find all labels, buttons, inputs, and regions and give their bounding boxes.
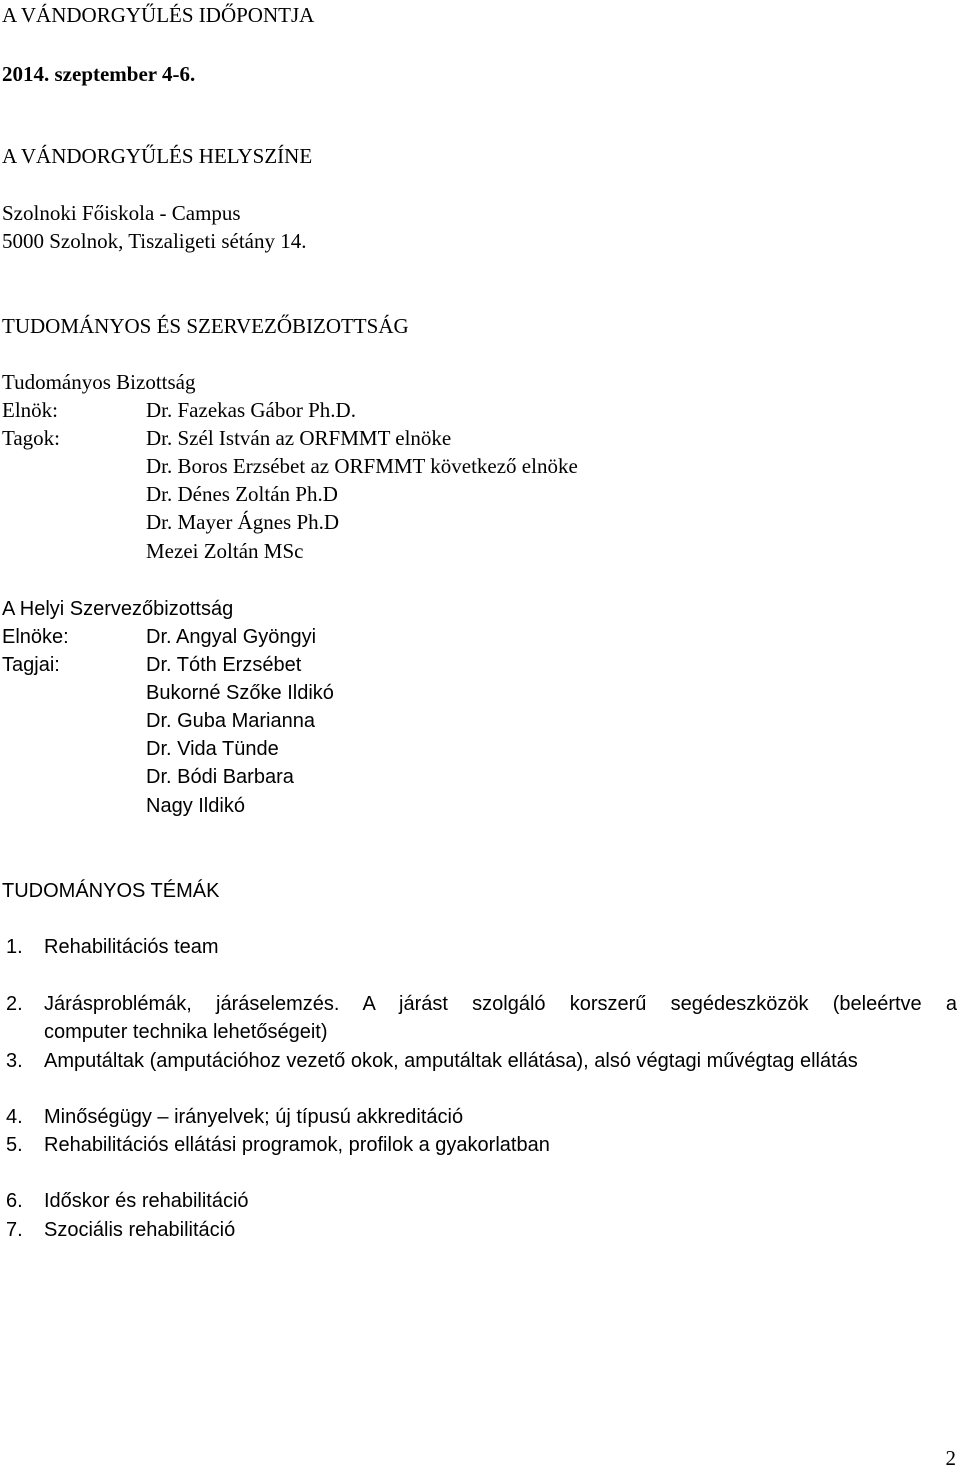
topic-number: 5. — [6, 1134, 23, 1156]
topic-item: Járásproblémák, járáselemzés. A járást szolgáló korszerű segédeszközök (beleértve a — [44, 993, 957, 1015]
topic-number: 3. — [6, 1050, 23, 1072]
local-member: Dr. Tóth Erzsébet — [146, 654, 302, 676]
topic-number: 4. — [6, 1106, 23, 1128]
topic-item: Időskor és rehabilitáció — [44, 1190, 249, 1212]
scientific-chair: Dr. Fazekas Gábor Ph.D. — [146, 398, 356, 422]
topic-number: 1. — [6, 936, 23, 958]
topic-item: Szociális rehabilitáció — [44, 1219, 236, 1241]
topic-item: Rehabilitációs ellátási programok, profilok a gyakorlatban — [44, 1134, 550, 1156]
scientific-member: Mezei Zoltán MSc — [146, 539, 304, 563]
local-chair-label: Elnöke: — [2, 626, 69, 648]
venue-address: 5000 Szolnok, Tiszaligeti sétány 14. — [2, 229, 307, 253]
topic-item-continued: computer technika lehetőségeit) — [44, 1021, 328, 1043]
topic-item: Amputáltak (amputációhoz vezető okok, amputáltak ellátása), alsó végtagi művégtag ellátás — [44, 1050, 858, 1072]
local-members-label: Tagjai: — [2, 654, 60, 676]
topics-heading: TUDOMÁNYOS TÉMÁK — [2, 880, 220, 902]
topic-number: 6. — [6, 1190, 23, 1212]
topic-number: 7. — [6, 1219, 23, 1241]
topic-number: 2. — [6, 993, 23, 1015]
event-date: 2014. szeptember 4-6. — [2, 62, 196, 86]
scientific-chair-label: Elnök: — [2, 398, 58, 422]
topic-item: Minőségügy – irányelvek; új típusú akkreditáció — [44, 1106, 464, 1128]
scientific-member: Dr. Szél István az ORFMMT elnöke — [146, 426, 452, 450]
local-chair: Dr. Angyal Gyöngyi — [146, 626, 317, 648]
scientific-member: Dr. Mayer Ágnes Ph.D — [146, 510, 340, 534]
local-member: Bukorné Szőke Ildikó — [146, 682, 334, 704]
local-member: Dr. Guba Marianna — [146, 710, 315, 732]
venue-heading: A VÁNDORGYŰLÉS HELYSZÍNE — [2, 144, 313, 168]
local-member: Dr. Bódi Barbara — [146, 766, 294, 788]
local-committee-title: A Helyi Szervezőbizottság — [2, 598, 234, 620]
topic-item: Rehabilitációs team — [44, 936, 219, 958]
local-member: Nagy Ildikó — [146, 795, 245, 817]
scientific-member: Dr. Dénes Zoltán Ph.D — [146, 482, 338, 506]
venue-name: Szolnoki Főiskola - Campus — [2, 201, 241, 225]
page-number: 2 — [945, 1446, 956, 1470]
scientific-member: Dr. Boros Erzsébet az ORFMMT következő elnöke — [146, 454, 578, 478]
local-member: Dr. Vida Tünde — [146, 738, 279, 760]
scientific-committee-title: Tudományos Bizottság — [2, 370, 196, 394]
scientific-members-label: Tagok: — [2, 426, 61, 450]
date-heading: A VÁNDORGYŰLÉS IDŐPONTJA — [2, 3, 315, 27]
committee-heading: TUDOMÁNYOS ÉS SZERVEZŐBIZOTTSÁG — [2, 314, 409, 338]
